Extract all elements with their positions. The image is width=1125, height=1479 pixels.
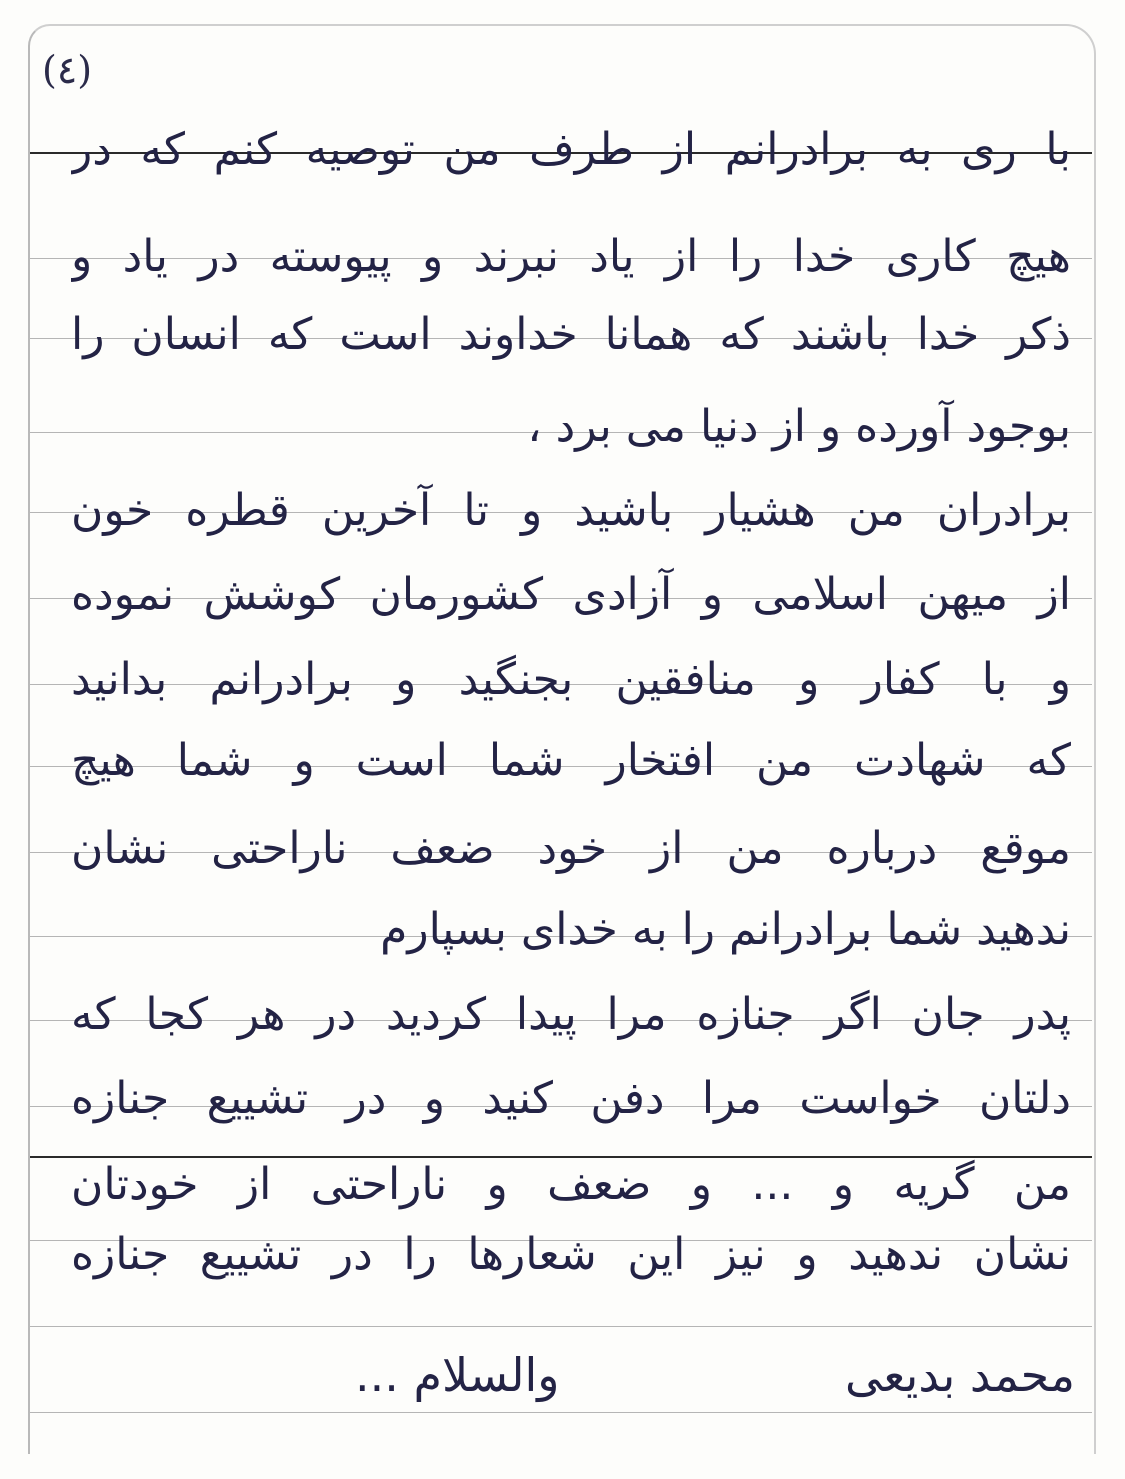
handwritten-line: من گریه و ... و ضعف و ناراحتی از خودتان [71,1159,1071,1210]
handwritten-line: هیچ کاری خدا را از یاد نبرند و پیوسته در یاد و [71,231,1071,282]
handwritten-line: بوجود آورده و از دنیا می برد ، [527,401,1071,452]
closing-salutation: والسلام ... [355,1348,560,1402]
handwritten-line: با ری به برادرانم از طرف من توصیه کنم که در [71,124,1071,175]
signer-name: محمد بدیعی [845,1348,1075,1402]
page-number: (٤) [42,48,93,92]
closing-signature [355,1335,1075,1415]
handwritten-line: برادران من هشیار باشید و تا آخرین قطره خون [71,485,1071,536]
handwritten-line: پدر جان اگر جنازه مرا پیدا کردید در هر کجا که [71,989,1071,1040]
handwritten-line: نشان ندهید و نیز این شعارها را در تشییع جنازه [71,1229,1071,1280]
handwritten-line: و با کفار و منافقین بجنگید و برادرانم بدانید [71,654,1071,705]
ruled-line [30,1326,1092,1327]
handwritten-line: ندهید شما برادرانم را به خدای بسپارم [380,904,1071,955]
handwritten-line: ذکر خدا باشند که همانا خداوند است که انسان را [71,309,1071,360]
handwritten-line: که شهادت من افتخار شما است و شما هیچ [71,735,1071,786]
handwritten-line: موقع درباره من از خود ضعف ناراحتی نشان [71,823,1071,874]
handwritten-line: از میهن اسلامی و آزادی کشورمان کوشش نموده [71,569,1071,620]
handwritten-line: دلتان خواست مرا دفن کنید و در تشییع جنازه [71,1073,1071,1124]
